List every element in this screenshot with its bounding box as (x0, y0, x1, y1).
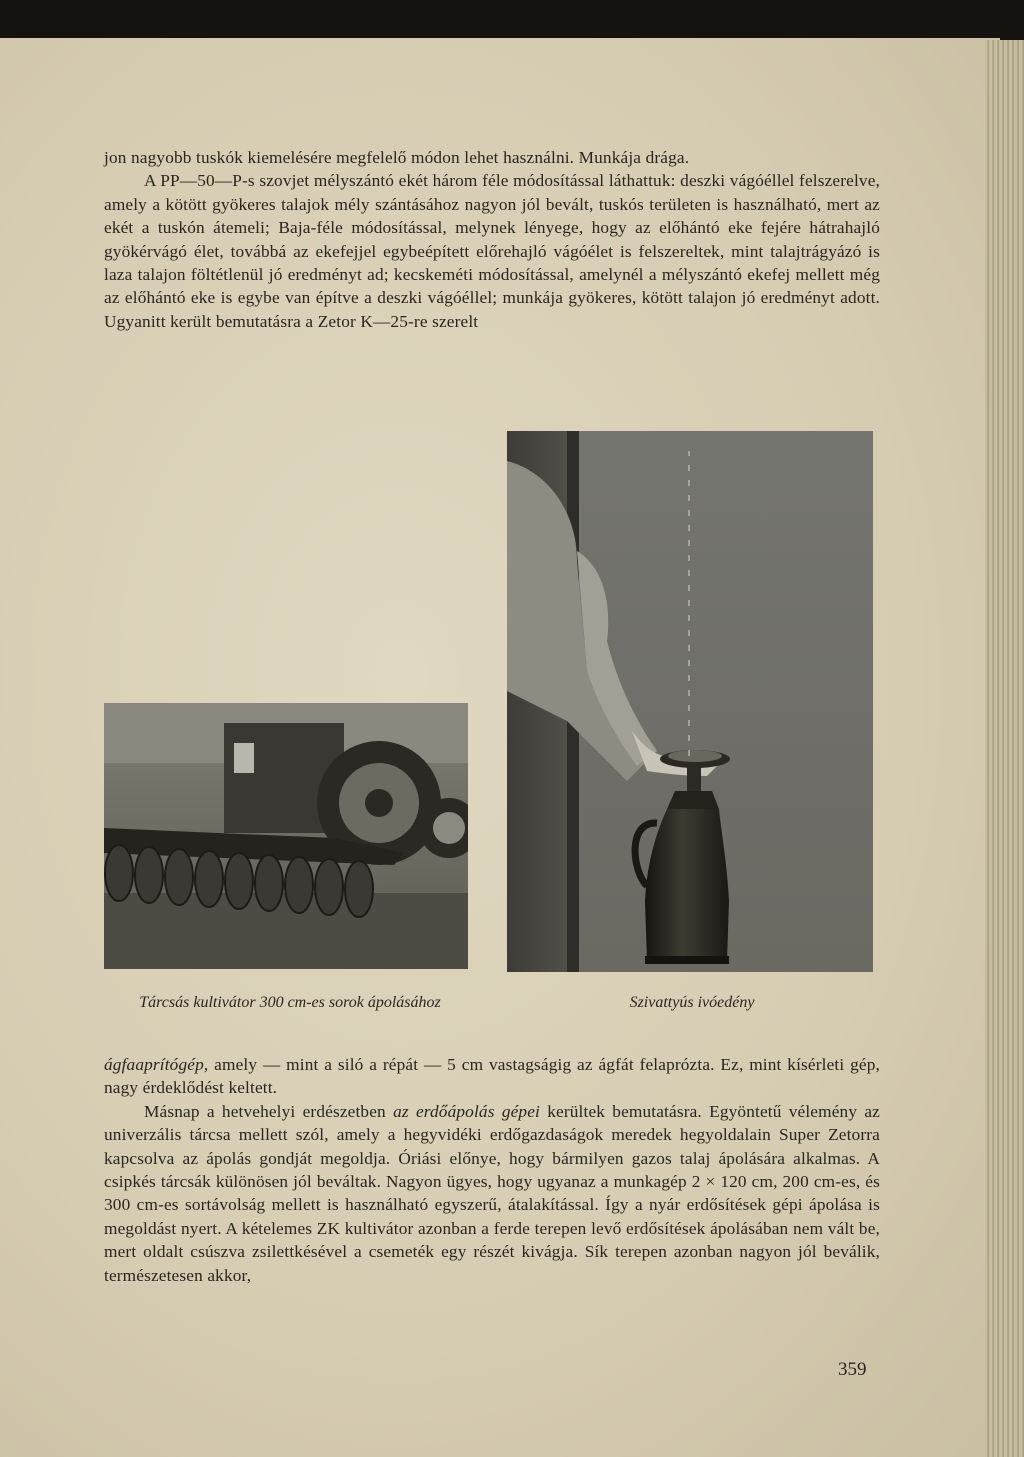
pump-vessel-illustration (507, 431, 873, 972)
emphasis-forest-care-machines: az erdőápolás gépei (393, 1101, 540, 1121)
page-number: 359 (838, 1359, 867, 1380)
paragraph-4-start: Másnap a hetvehelyi erdészetben (144, 1101, 394, 1121)
photo-disc-cultivator (104, 703, 468, 969)
caption-disc-cultivator: Tárcsás kultivátor 300 cm-es sorok ápolásához (139, 994, 441, 1011)
paragraph-4-body: kerültek bemutatásra. Egyöntetű vélemény az univerzális tárcsa mellett szól, amely a hegyvidéki erdőgazdaságok meredek hegyoldalain Super Zetorra kapcsolva az ápolás gondját megoldja. Óriási előnye, hogy bármilyen gazos talaj ápolására alkalmas. A csipkés tárcsák különösen jól beváltak. Nagyon ügyes, hogy ugyanaz a munkagép 2 × 120 cm, 200 cm-es, és 300 cm-es sortávolság mellett is használható egyszerű, átalakítással. Így a nyár erdősítések gépi ápolása is megoldást nyert. A kételemes ZK kultivátor azonban a ferde terepen levő erdősítések ápolásában nem vált be, mert oldalt csúszva zsilettkésével a csemeték egy részét kivágja. Sík terepen azonban nagyon jól beválik, természetesen akkor, (104, 1101, 880, 1285)
caption-pump-drinking-vessel: Szivattyús ivóedény (629, 994, 755, 1011)
emphasis-branch-chipper: ágfaaprítógép, (104, 1055, 209, 1074)
paragraph-4 (104, 1100, 880, 1287)
photo-pump-drinking-vessel (507, 431, 873, 972)
disc-cultivator-illustration (104, 703, 468, 969)
paragraph-3 (104, 1053, 880, 1100)
paragraph-1: jon nagyobb tuskók kiemelésére megfelelő módon lehet használni. Munkája drága. (104, 148, 690, 167)
top-text-block (104, 146, 880, 333)
page-stack-edge (985, 40, 1024, 1457)
scan-top-border (0, 0, 1024, 40)
bottom-text-block (104, 1053, 880, 1287)
paragraph-3-body: amely — mint a siló a répát — 5 cm vastagságig az ágfát felaprózta. Ez, mint kísérleti gép, nagy érdeklődést keltett. (104, 1055, 880, 1098)
paragraph-2: A PP—50—P-s szovjet mélyszántó ekét három féle módosítással láthattuk: deszki vágóéllel felszerelve, amely a kötött gyökeres talajok mély szántásához nagyon jól bevált, tuskós területen is használható, mert az ekét a tuskón átemeli; Baja-féle módosítással, melynek lényege, hogy az előhántó eke fejére hátrahajló gyökérvágó élet, továbbá az ekefejjel egybeépített előrehajló vágóélet is felszereltek, mint talajtrágyázó is laza talajon föltétlenül jó eredményt ad; kecskeméti módosítással, amelynél a mélyszántó ekefej mellett még az előhántó eke is egybe van építve a deszki vágóéllel; munkája gyökeres, kötött talajon jó eredményt adott. Ugyanitt került bemutatásra a Zetor K—25-re szerelt (104, 171, 880, 331)
